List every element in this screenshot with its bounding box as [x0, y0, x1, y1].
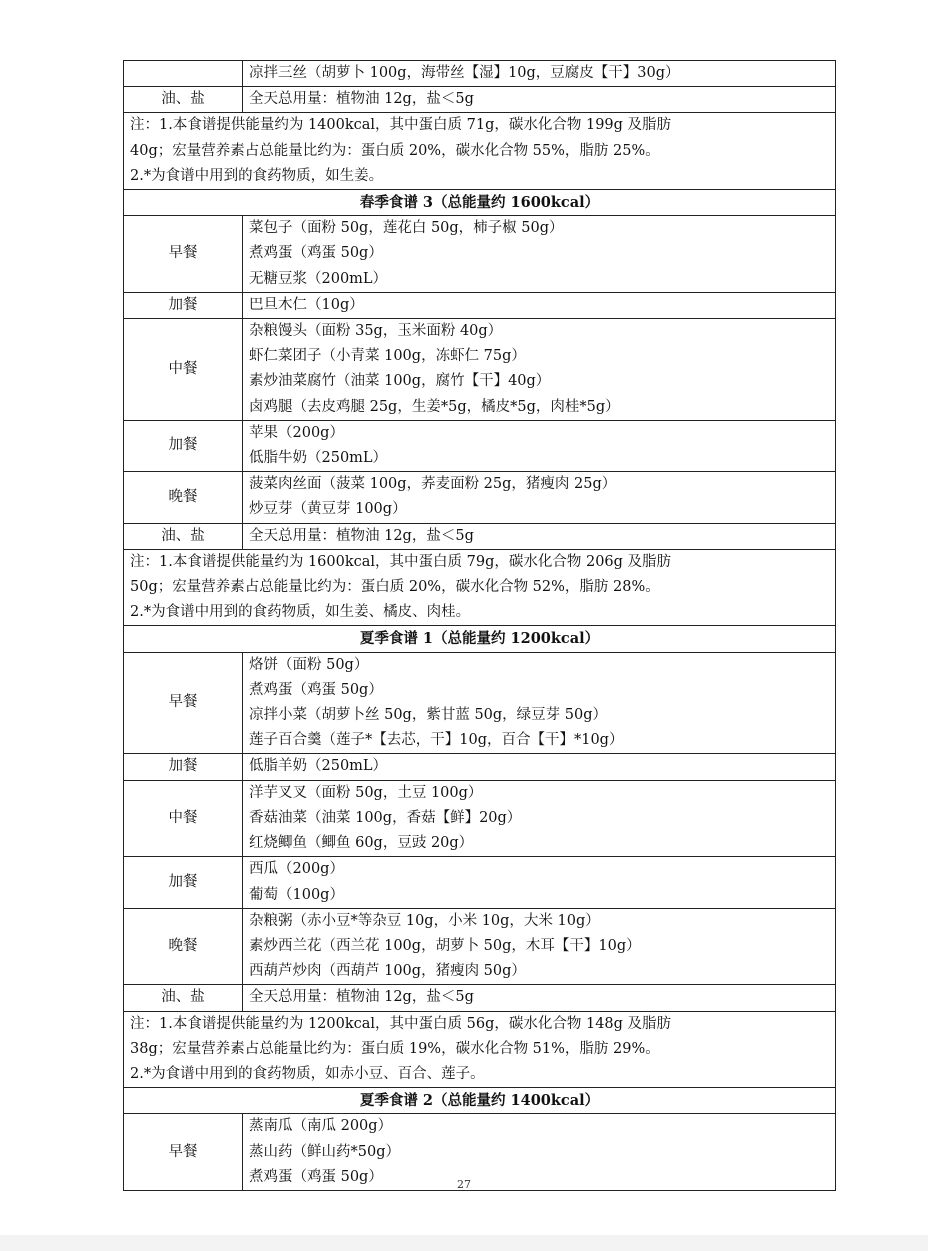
page-number: 27: [457, 1178, 471, 1191]
meal-label: 早餐: [124, 652, 243, 754]
meal-label: 中餐: [124, 319, 243, 421]
meal-row: [124, 292, 836, 318]
meal-row: [124, 652, 836, 754]
meal-label: 晚餐: [124, 472, 243, 523]
meal-item: 杂粮馒头（面粉 35g，玉米面粉 40g）: [249, 323, 503, 340]
note-line: 注：1.本食谱提供能量约为 1600kcal，其中蛋白质 79g，碳水化合物 206g 及脂肪: [130, 553, 672, 570]
meal-item: 煮鸡蛋（鸡蛋 50g）: [249, 1168, 383, 1185]
meal-item: 凉拌三丝（胡萝卜 100g，海带丝【湿】10g，豆腐皮【干】30g）: [249, 65, 680, 81]
meal-label: 加餐: [124, 292, 243, 318]
section-title: 春季食谱 3（总能量约 1600kcal）: [124, 190, 836, 216]
page-bottom-strip: [0, 1235, 928, 1251]
meal-item: 香菇油菜（油菜 100g，香菇【鲜】20g）: [249, 809, 522, 826]
meal-label: 中餐: [124, 780, 243, 857]
meal-item: 煮鸡蛋（鸡蛋 50g）: [249, 681, 383, 698]
meal-item: 凉拌小菜（胡萝卜丝 50g，紫甘蓝 50g，绿豆芽 50g）: [249, 707, 608, 724]
meal-items: [243, 985, 836, 1011]
meal-label: 油、盐: [124, 523, 243, 549]
note-line: 注：1.本食谱提供能量约为 1400kcal，其中蛋白质 71g，碳水化合物 199g 及脂肪: [130, 117, 672, 134]
meal-item: 杂粮粥（赤小豆*等杂豆 10g，小米 10g，大米 10g）: [249, 912, 600, 929]
meal-row: [124, 216, 836, 293]
meal-row: [124, 420, 836, 471]
meal-row: [124, 472, 836, 523]
meal-label: 加餐: [124, 754, 243, 780]
meal-label: 加餐: [124, 857, 243, 908]
meal-row: [124, 857, 836, 908]
meal-item: 巴旦木仁（10g）: [249, 296, 364, 313]
meal-row: [124, 319, 836, 421]
meal-item: 西葫芦炒肉（西葫芦 100g，猪瘦肉 50g）: [249, 963, 526, 980]
meal-items: [243, 319, 836, 421]
meal-item: 全天总用量：植物油 12g，盐＜5g: [249, 91, 474, 108]
meal-item: 烙饼（面粉 50g）: [249, 656, 369, 673]
meal-item: 低脂牛奶（250mL）: [249, 450, 388, 467]
meal-item: 低脂羊奶（250mL）: [249, 758, 388, 775]
meal-item: 蒸南瓜（南瓜 200g）: [249, 1118, 393, 1135]
note-line: 2.*为食谱中用到的食药物质，如生姜、橘皮、肉桂。: [130, 604, 471, 621]
meal-item: 煮鸡蛋（鸡蛋 50g）: [249, 245, 383, 262]
meal-label: 油、盐: [124, 87, 243, 113]
note-row: [124, 113, 836, 190]
meal-row: [124, 87, 836, 113]
meal-label: [124, 61, 243, 87]
section-row: [124, 1088, 836, 1114]
meal-items: [243, 754, 836, 780]
nutrition-note: [124, 1011, 836, 1088]
nutrition-note: [124, 113, 836, 190]
meal-item: 苹果（200g）: [249, 424, 344, 441]
menu-table-body: [124, 61, 836, 1191]
section-title: 夏季食谱 1（总能量约 1200kcal）: [124, 626, 836, 652]
meal-items: [243, 652, 836, 754]
meal-row: [124, 908, 836, 985]
meal-item: 红烧鲫鱼（鲫鱼 60g，豆豉 20g）: [249, 835, 474, 852]
meal-label: 加餐: [124, 420, 243, 471]
meal-row: [124, 523, 836, 549]
meal-items: [243, 857, 836, 908]
meal-label: 晚餐: [124, 908, 243, 985]
meal-items: [243, 523, 836, 549]
meal-item: 素炒油菜腐竹（油菜 100g，腐竹【干】40g）: [249, 373, 551, 390]
meal-items: [243, 87, 836, 113]
meal-items: [243, 216, 836, 293]
note-line: 注：1.本食谱提供能量约为 1200kcal，其中蛋白质 56g，碳水化合物 148g 及脂肪: [130, 1015, 672, 1032]
meal-item: 洋芋叉叉（面粉 50g，土豆 100g）: [249, 784, 483, 801]
meal-item: 虾仁菜团子（小青菜 100g，冻虾仁 75g）: [249, 348, 526, 365]
note-line: 2.*为食谱中用到的食药物质，如生姜。: [130, 167, 384, 184]
meal-items: [243, 292, 836, 318]
meal-item: 葡萄（100g）: [249, 886, 344, 903]
meal-label: 油、盐: [124, 985, 243, 1011]
meal-label: 早餐: [124, 1114, 243, 1191]
meal-label: 早餐: [124, 216, 243, 293]
note-line: 2.*为食谱中用到的食药物质，如赤小豆、百合、莲子。: [130, 1065, 485, 1082]
meal-items: [243, 420, 836, 471]
meal-item: 炒豆芽（黄豆芽 100g）: [249, 501, 407, 518]
meal-item: 无糖豆浆（200mL）: [249, 270, 388, 287]
note-row: [124, 549, 836, 626]
meal-item: 蒸山药（鲜山药*50g）: [249, 1143, 400, 1160]
meal-items: [243, 61, 836, 87]
meal-items: [243, 780, 836, 857]
meal-item: 卤鸡腿（去皮鸡腿 25g，生姜*5g，橘皮*5g，肉桂*5g）: [249, 398, 620, 415]
meal-items: [243, 472, 836, 523]
meal-row: [124, 985, 836, 1011]
note-row: [124, 1011, 836, 1088]
note-line: 38g；宏量营养素占总能量比约为：蛋白质 19%，碳水化合物 51%，脂肪 29%。: [130, 1040, 660, 1057]
section-row: [124, 190, 836, 216]
meal-item: 全天总用量：植物油 12g，盐＜5g: [249, 989, 474, 1006]
meal-item: 全天总用量：植物油 12g，盐＜5g: [249, 527, 474, 544]
note-line: 50g；宏量营养素占总能量比约为：蛋白质 20%，碳水化合物 52%，脂肪 28%。: [130, 579, 660, 596]
meal-items: [243, 908, 836, 985]
menu-table: [123, 60, 836, 1191]
note-line: 40g；宏量营养素占总能量比约为：蛋白质 20%，碳水化合物 55%，脂肪 25%。: [130, 142, 660, 159]
meal-item: 菠菜肉丝面（菠菜 100g，荞麦面粉 25g，猪瘦肉 25g）: [249, 476, 617, 493]
section-title: 夏季食谱 2（总能量约 1400kcal）: [124, 1088, 836, 1114]
meal-item: 西瓜（200g）: [249, 861, 344, 878]
meal-row: [124, 61, 836, 87]
section-row: [124, 626, 836, 652]
meal-row: [124, 780, 836, 857]
meal-item: 莲子百合羹（莲子*【去芯，干】10g，百合【干】*10g）: [249, 732, 624, 749]
meal-item: 菜包子（面粉 50g，莲花白 50g，柿子椒 50g）: [249, 220, 564, 237]
meal-item: 素炒西兰花（西兰花 100g，胡萝卜 50g，木耳【干】10g）: [249, 937, 641, 954]
meal-row: [124, 754, 836, 780]
nutrition-note: [124, 549, 836, 626]
